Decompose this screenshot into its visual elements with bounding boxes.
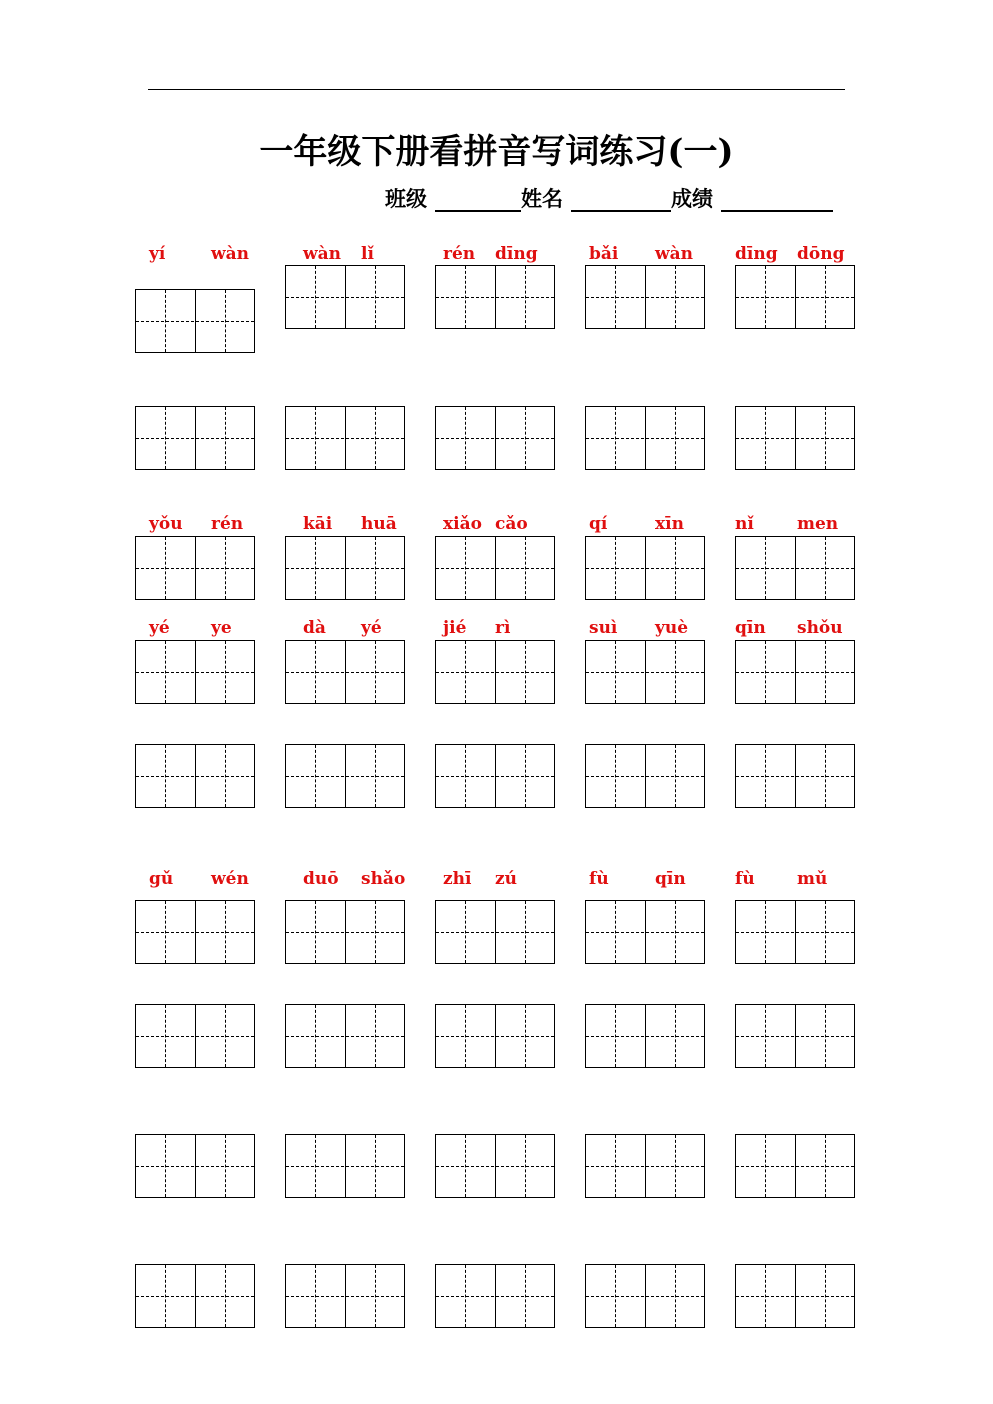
pinyin-second: rì <box>495 618 511 638</box>
writing-box[interactable] <box>585 536 705 600</box>
guide-vertical-dash <box>825 901 826 963</box>
box-divider <box>195 1265 196 1327</box>
guide-vertical-dash <box>765 901 766 963</box>
writing-box[interactable] <box>735 1264 855 1328</box>
guide-vertical-dash <box>525 1265 526 1327</box>
guide-vertical-dash <box>615 1135 616 1197</box>
guide-vertical-dash <box>615 901 616 963</box>
pinyin-second: xīn <box>655 514 684 534</box>
box-divider <box>345 1005 346 1067</box>
box-divider <box>495 537 496 599</box>
guide-vertical-dash <box>225 901 226 963</box>
guide-vertical-dash <box>525 1135 526 1197</box>
pinyin-first: duō <box>303 869 339 889</box>
pinyin-first: dīng <box>735 244 778 264</box>
writing-box[interactable] <box>435 900 555 964</box>
box-divider <box>795 641 796 703</box>
guide-vertical-dash <box>375 1135 376 1197</box>
writing-box[interactable] <box>735 265 855 329</box>
guide-vertical-dash <box>165 641 166 703</box>
box-divider <box>795 745 796 807</box>
box-divider <box>195 1005 196 1067</box>
guide-vertical-dash <box>825 641 826 703</box>
guide-vertical-dash <box>315 641 316 703</box>
box-divider <box>345 407 346 469</box>
pinyin-first: qí <box>589 514 608 534</box>
box-divider <box>645 901 646 963</box>
writing-box[interactable] <box>135 1134 255 1198</box>
writing-box[interactable] <box>285 265 405 329</box>
pinyin-first: fù <box>735 869 755 889</box>
guide-vertical-dash <box>675 901 676 963</box>
writing-box[interactable] <box>285 1134 405 1198</box>
guide-vertical-dash <box>615 1005 616 1067</box>
pinyin-second: mǔ <box>797 869 828 889</box>
guide-vertical-dash <box>675 1265 676 1327</box>
box-divider <box>345 901 346 963</box>
guide-vertical-dash <box>675 1005 676 1067</box>
guide-vertical-dash <box>825 745 826 807</box>
writing-box[interactable] <box>435 1004 555 1068</box>
class-blank[interactable] <box>435 210 521 212</box>
writing-box[interactable] <box>285 900 405 964</box>
pinyin-first: nǐ <box>735 514 754 534</box>
guide-vertical-dash <box>375 1005 376 1067</box>
name-blank[interactable] <box>571 210 671 212</box>
writing-box[interactable] <box>735 640 855 704</box>
guide-vertical-dash <box>525 1005 526 1067</box>
guide-vertical-dash <box>615 537 616 599</box>
writing-box[interactable] <box>285 640 405 704</box>
pinyin-first: suì <box>589 618 618 638</box>
class-label: 班级 <box>385 186 427 211</box>
box-divider <box>495 1265 496 1327</box>
writing-box[interactable] <box>135 1004 255 1068</box>
guide-vertical-dash <box>315 537 316 599</box>
box-divider <box>345 1265 346 1327</box>
box-divider <box>645 407 646 469</box>
box-divider <box>195 901 196 963</box>
guide-vertical-dash <box>465 537 466 599</box>
guide-vertical-dash <box>525 407 526 469</box>
writing-box[interactable] <box>135 900 255 964</box>
guide-vertical-dash <box>615 745 616 807</box>
pinyin-second: lǐ <box>361 244 374 264</box>
writing-box[interactable] <box>735 744 855 808</box>
box-divider <box>645 1265 646 1327</box>
writing-box[interactable] <box>585 1264 705 1328</box>
box-divider <box>345 537 346 599</box>
guide-vertical-dash <box>165 537 166 599</box>
box-divider <box>795 1265 796 1327</box>
writing-box[interactable] <box>435 406 555 470</box>
box-divider <box>195 407 196 469</box>
pinyin-first: zhī <box>443 869 472 889</box>
writing-box[interactable] <box>585 1134 705 1198</box>
pinyin-second: wàn <box>655 244 694 264</box>
pinyin-second: dōng <box>797 244 845 264</box>
pinyin-second: ye <box>211 618 232 638</box>
guide-vertical-dash <box>165 407 166 469</box>
box-divider <box>195 537 196 599</box>
guide-vertical-dash <box>465 641 466 703</box>
guide-vertical-dash <box>525 537 526 599</box>
box-divider <box>345 1135 346 1197</box>
guide-vertical-dash <box>315 1135 316 1197</box>
writing-box[interactable] <box>435 1264 555 1328</box>
guide-vertical-dash <box>165 1265 166 1327</box>
guide-vertical-dash <box>675 1135 676 1197</box>
box-divider <box>645 266 646 328</box>
writing-box[interactable] <box>735 900 855 964</box>
box-divider <box>195 290 196 352</box>
pinyin-second: yé <box>361 618 382 638</box>
guide-vertical-dash <box>525 901 526 963</box>
guide-vertical-dash <box>165 901 166 963</box>
writing-box[interactable] <box>285 536 405 600</box>
box-divider <box>495 266 496 328</box>
guide-vertical-dash <box>465 266 466 328</box>
box-divider <box>495 641 496 703</box>
guide-vertical-dash <box>825 1135 826 1197</box>
guide-vertical-dash <box>765 537 766 599</box>
guide-vertical-dash <box>315 901 316 963</box>
box-divider <box>645 641 646 703</box>
writing-box[interactable] <box>135 406 255 470</box>
writing-box[interactable] <box>585 900 705 964</box>
guide-vertical-dash <box>225 1265 226 1327</box>
writing-box[interactable] <box>135 1264 255 1328</box>
writing-box[interactable] <box>435 640 555 704</box>
box-divider <box>795 407 796 469</box>
writing-box[interactable] <box>135 536 255 600</box>
writing-box[interactable] <box>435 744 555 808</box>
guide-vertical-dash <box>225 641 226 703</box>
box-divider <box>645 745 646 807</box>
pinyin-second: yuè <box>655 618 689 638</box>
pinyin-second: wén <box>211 869 249 889</box>
guide-vertical-dash <box>315 745 316 807</box>
page-title: 一年级下册看拼音写词练习(一) <box>259 132 734 172</box>
guide-vertical-dash <box>165 745 166 807</box>
guide-vertical-dash <box>465 901 466 963</box>
guide-vertical-dash <box>375 266 376 328</box>
writing-box[interactable] <box>285 1004 405 1068</box>
guide-vertical-dash <box>825 1265 826 1327</box>
guide-vertical-dash <box>225 1135 226 1197</box>
guide-vertical-dash <box>465 407 466 469</box>
guide-vertical-dash <box>375 901 376 963</box>
pinyin-first: xiǎo <box>443 514 482 534</box>
guide-vertical-dash <box>225 407 226 469</box>
guide-vertical-dash <box>225 290 226 352</box>
box-divider <box>645 1135 646 1197</box>
guide-vertical-dash <box>165 1005 166 1067</box>
writing-box[interactable] <box>435 265 555 329</box>
box-divider <box>795 1135 796 1197</box>
guide-vertical-dash <box>225 537 226 599</box>
guide-vertical-dash <box>765 641 766 703</box>
pinyin-first: wàn <box>303 244 342 264</box>
box-divider <box>195 641 196 703</box>
guide-vertical-dash <box>765 745 766 807</box>
guide-vertical-dash <box>315 1005 316 1067</box>
box-divider <box>795 266 796 328</box>
writing-box[interactable] <box>585 1004 705 1068</box>
score-label: 成绩 <box>671 186 713 211</box>
guide-vertical-dash <box>375 1265 376 1327</box>
guide-vertical-dash <box>825 407 826 469</box>
guide-vertical-dash <box>675 266 676 328</box>
score-blank[interactable] <box>721 210 833 212</box>
writing-box[interactable] <box>735 406 855 470</box>
guide-vertical-dash <box>465 1265 466 1327</box>
writing-box[interactable] <box>585 265 705 329</box>
guide-vertical-dash <box>375 745 376 807</box>
writing-box[interactable] <box>285 406 405 470</box>
guide-vertical-dash <box>675 537 676 599</box>
name-label: 姓名 <box>521 186 563 211</box>
pinyin-first: qīn <box>735 618 766 638</box>
pinyin-second: rén <box>211 514 244 534</box>
guide-vertical-dash <box>615 407 616 469</box>
writing-box[interactable] <box>285 1264 405 1328</box>
guide-vertical-dash <box>465 1135 466 1197</box>
guide-vertical-dash <box>525 641 526 703</box>
box-divider <box>645 537 646 599</box>
writing-box[interactable] <box>435 1134 555 1198</box>
pinyin-second: huā <box>361 514 397 534</box>
pinyin-first: gǔ <box>149 869 174 889</box>
pinyin-second: shǒu <box>797 618 843 638</box>
writing-box[interactable] <box>585 640 705 704</box>
guide-vertical-dash <box>615 1265 616 1327</box>
guide-vertical-dash <box>315 1265 316 1327</box>
pinyin-first: fù <box>589 869 609 889</box>
box-divider <box>795 901 796 963</box>
pinyin-first: yé <box>149 618 170 638</box>
guide-vertical-dash <box>675 641 676 703</box>
box-divider <box>495 901 496 963</box>
guide-vertical-dash <box>315 407 316 469</box>
pinyin-first: dà <box>303 618 326 638</box>
guide-vertical-dash <box>765 1005 766 1067</box>
guide-vertical-dash <box>525 266 526 328</box>
box-divider <box>345 641 346 703</box>
pinyin-first: yí <box>149 244 166 264</box>
pinyin-first: bǎi <box>589 244 619 264</box>
guide-vertical-dash <box>765 407 766 469</box>
writing-box[interactable] <box>435 536 555 600</box>
pinyin-second: zú <box>495 869 518 889</box>
pinyin-second: qīn <box>655 869 686 889</box>
pinyin-second: wàn <box>211 244 250 264</box>
pinyin-first: yǒu <box>149 514 183 534</box>
guide-vertical-dash <box>165 1135 166 1197</box>
guide-vertical-dash <box>375 407 376 469</box>
pinyin-first: kāi <box>303 514 333 534</box>
guide-vertical-dash <box>315 266 316 328</box>
box-divider <box>495 745 496 807</box>
box-divider <box>345 745 346 807</box>
writing-box[interactable] <box>135 289 255 353</box>
guide-vertical-dash <box>765 1135 766 1197</box>
pinyin-second: men <box>797 514 839 534</box>
writing-box[interactable] <box>585 744 705 808</box>
guide-vertical-dash <box>825 537 826 599</box>
guide-vertical-dash <box>765 266 766 328</box>
guide-vertical-dash <box>375 641 376 703</box>
pinyin-first: rén <box>443 244 476 264</box>
guide-vertical-dash <box>615 266 616 328</box>
guide-vertical-dash <box>765 1265 766 1327</box>
guide-vertical-dash <box>825 1005 826 1067</box>
guide-vertical-dash <box>165 290 166 352</box>
guide-vertical-dash <box>465 745 466 807</box>
guide-vertical-dash <box>675 745 676 807</box>
guide-vertical-dash <box>675 407 676 469</box>
box-divider <box>645 1005 646 1067</box>
box-divider <box>345 266 346 328</box>
box-divider <box>495 1005 496 1067</box>
pinyin-second: cǎo <box>495 514 528 534</box>
guide-vertical-dash <box>225 1005 226 1067</box>
box-divider <box>795 537 796 599</box>
guide-vertical-dash <box>225 745 226 807</box>
guide-vertical-dash <box>825 266 826 328</box>
writing-box[interactable] <box>735 1134 855 1198</box>
writing-box[interactable] <box>135 640 255 704</box>
pinyin-second: shǎo <box>361 869 406 889</box>
box-divider <box>495 407 496 469</box>
writing-box[interactable] <box>285 744 405 808</box>
writing-box[interactable] <box>735 1004 855 1068</box>
box-divider <box>795 1005 796 1067</box>
box-divider <box>495 1135 496 1197</box>
guide-vertical-dash <box>465 1005 466 1067</box>
pinyin-first: jié <box>443 618 467 638</box>
writing-box[interactable] <box>585 406 705 470</box>
writing-box[interactable] <box>135 744 255 808</box>
writing-box[interactable] <box>735 536 855 600</box>
guide-vertical-dash <box>375 537 376 599</box>
box-divider <box>195 1135 196 1197</box>
pinyin-second: dīng <box>495 244 538 264</box>
top-divider <box>148 89 845 90</box>
guide-vertical-dash <box>525 745 526 807</box>
guide-vertical-dash <box>615 641 616 703</box>
box-divider <box>195 745 196 807</box>
